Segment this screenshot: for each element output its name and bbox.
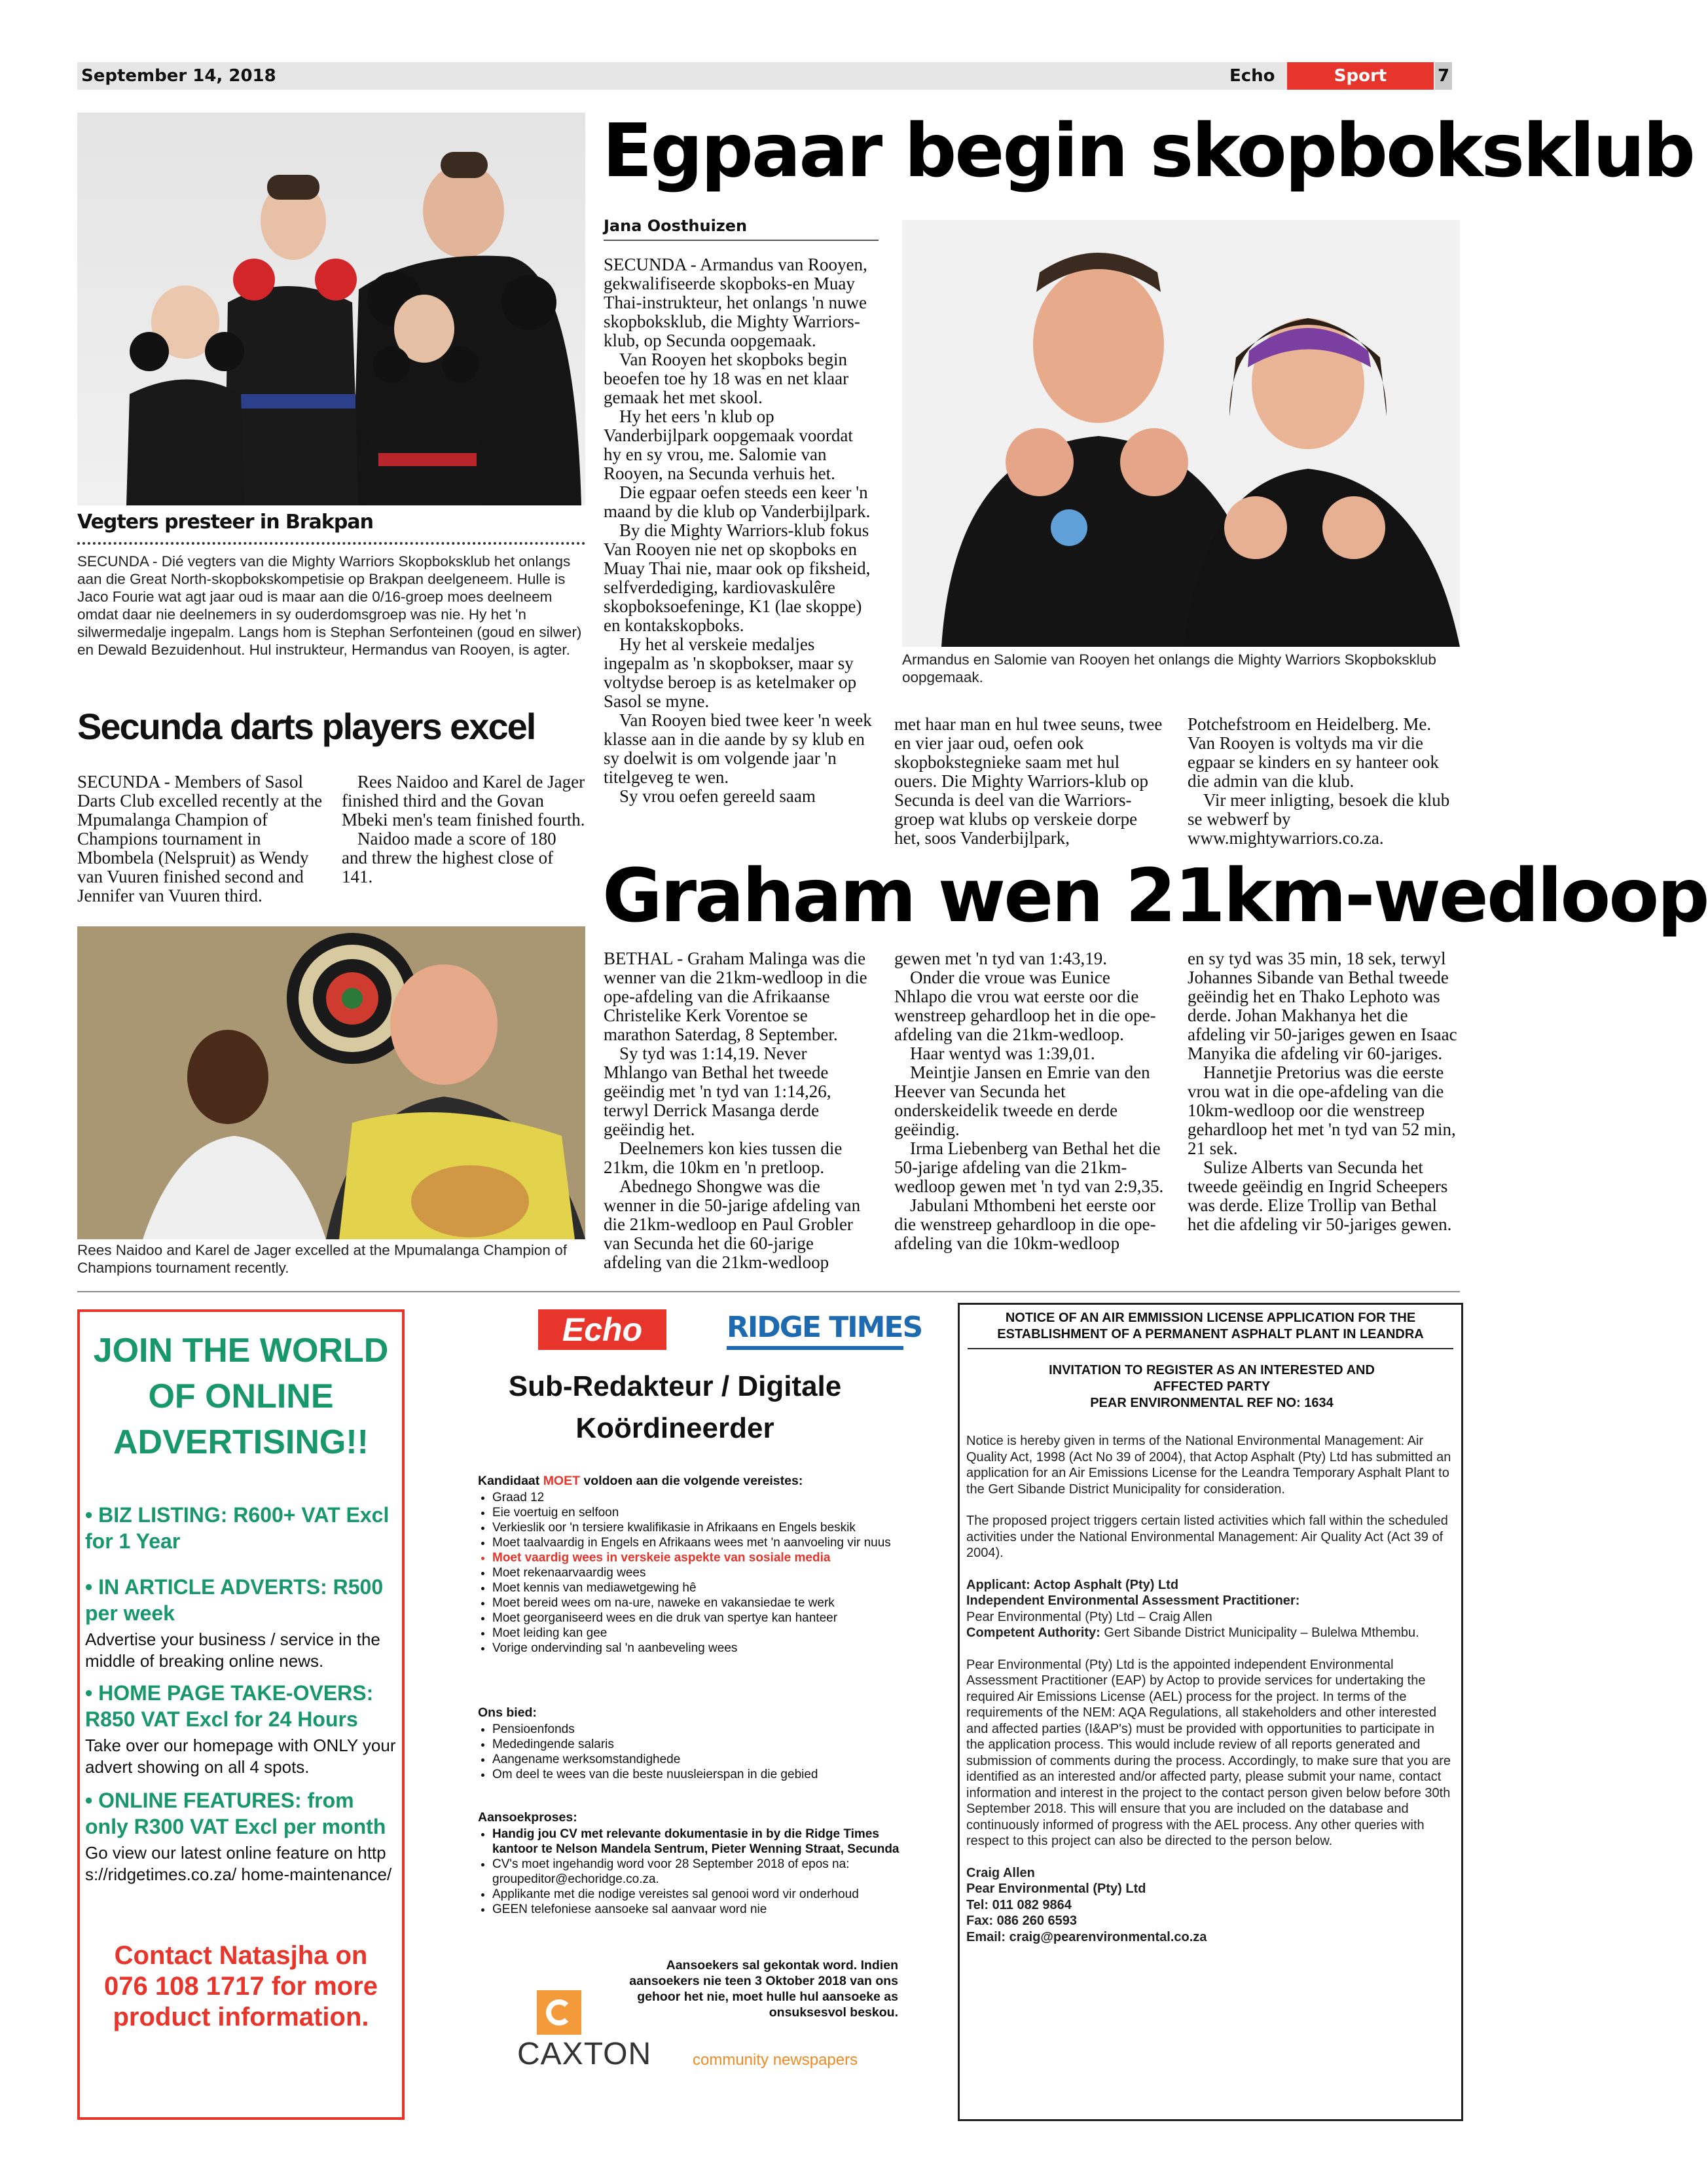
application-closing: Aansoekers sal gekontak word. Indien aansoekers nie teen 3 Oktober 2018 van ons gehoor het nie, moet hulle hul aansoeke as onsuksesvol beskou. <box>629 1958 898 2020</box>
issue-date: September 14, 2018 <box>81 66 276 86</box>
club-caption: Armandus en Salomie van Rooyen het onlangs die Mighty Warriors Skopboksklub oopgemaak. <box>902 651 1436 685</box>
graham-col-3 <box>1188 949 1459 1234</box>
ridge-times-logo-text: RIDGE TIMES <box>727 1311 922 1344</box>
club-paragraph: Van Rooyen bied twee keer 'n week klasse aan in die aande by sy klub en sy doelwit is om volgende jaar 'n titelgeveg te wen. <box>604 710 872 787</box>
process-item: • Applikante met die nodige vereistes sal genooi word vir onderhoud <box>492 1887 911 1902</box>
notice-paragraph: The proposed project triggers certain listed activities which fall within the scheduled activities under the National Environmental Management: Air Quality Act (Act 39 of 2004). <box>966 1514 1448 1560</box>
club-paragraph: Die egpaar oefen steeds een keer 'n maand by die klub op Vanderbijlpark. <box>604 482 871 521</box>
caxton-logo-text: CAXTON <box>517 2037 652 2071</box>
club-paragraph: met haar man en hul twee seuns, twee en vier jaar oud, oefen ook skopbokstegnieke saam met hul ouers. Die Mighty Warriors-klub op Secunda is deel van die Warriors-groep wat klubs op verskeie dorpe het, soos Vanderbijlpark, <box>894 714 1163 848</box>
graham-paragraph: Sy tyd was 1:14,19. Never Mhlango van Bethal het tweede geëindig met 'n tyd van 1:14,26, terwyl Derrick Masanga derde geëindig het. <box>604 1044 831 1139</box>
graham-paragraph: en sy tyd was 35 min, 18 sek, terwyl Johannes Sibande van Bethal tweede geëindig het en Thako Lephoto was derde. Johan Makhanya het die afdeling vir 50-jariges gewen en Isaac Manyika die afdeling vir 60-jariges. <box>1188 949 1457 1063</box>
online-ad-item-text: Advertise your business / service in the middle of breaking online news. <box>85 1629 380 1671</box>
echo-logo-text: Echo <box>562 1311 643 1348</box>
requirements-intro <box>478 1473 897 1489</box>
offer-heading: Ons bied: <box>478 1705 537 1720</box>
requirement-item: • Eie voertuig en selfoon <box>492 1505 911 1520</box>
online-ad-item-text: Take over our homepage with ONLY your advert showing on all 4 spots. <box>85 1736 396 1777</box>
job-title: Sub-Redakteur / Digitale Koördineerder <box>508 1370 842 1444</box>
requirements-intro-must: MOET <box>543 1474 581 1488</box>
process-item: • GEEN telefoniese aansoeke sal aanvaar word nie <box>492 1902 911 1917</box>
darts-paragraph: Rees Naidoo and Karel de Jager finished third and the Govan Mbeki men's team finished fourth. <box>342 772 585 829</box>
notice-title: NOTICE OF AN AIR EMMISSION LICENSE APPLICATION FOR THE ESTABLISHMENT OF A PERMANENT ASPHALT PLANT IN LEANDRA <box>968 1310 1453 1349</box>
graham-paragraph: Haar wentyd was 1:39,01. <box>910 1044 1095 1063</box>
darts-photo <box>77 926 585 1239</box>
darts-col-1 <box>77 773 329 905</box>
graham-paragraph: Abednego Shongwe was die wenner in die 50-jarige afdeling van die 21km-wedloop en Paul Grobler van Secunda het die 60-jarige afdeling van die 21km-wedloop <box>604 1176 861 1272</box>
online-ad-title: JOIN THE WORLD OF ONLINE ADVERTISING!! <box>93 1332 389 1461</box>
club-col-3 <box>1188 715 1459 848</box>
requirement-item: • Moet bereid wees om na-ure, naweke en vakansiedae te werk <box>492 1595 911 1610</box>
graham-col-1 <box>604 949 875 1272</box>
club-col-1 <box>604 255 873 806</box>
requirement-item: • Vorige ondervinding sal 'n aanbeveling wees <box>492 1641 911 1656</box>
notice-email: Email: craig@pearenvironmental.co.za <box>966 1929 1207 1944</box>
requirements-intro-c: voldoen aan die volgende vereistes: <box>580 1474 803 1488</box>
notice-paragraph: Notice is hereby given in terms of the National Environmental Management: Air Quality Act, 1998 (Act No 39 of 2004), that Actop Asphalt (Pty) Ltd has submitted an application for an Air Emissions License for the Leandra Temporary Asphalt Plant to the Gert Sibande District Municipality for consideration. <box>966 1434 1451 1497</box>
brakpan-body: SECUNDA - Dié vegters van die Mighty Warriors Skopboksklub het onlangs aan die Great North-skopbokskompetisie op Brakpan deelgeneem. Hulle is Jaco Fourie wat agt jaar oud is maar aan die 0/16-groep moes deelneem omdat daar nie deelnemers in sy ouderdomsgroep was nie. Hy het 'n silwermedalje ingepalm. Langs hom is Stephan Serfonteinen (goud en silwer) en Dewald Bezuidenhout. Hul instrukteur, Hermandus van Rooyen, is agter. <box>77 553 582 658</box>
caxton-logo-subtext: community newspapers <box>693 2051 858 2069</box>
club-paragraph: Sy vrou oefen gereeld saam <box>619 786 816 806</box>
requirement-item: • Moet taalvaardig in Engels en Afrikaans wees met 'n aanvoeling vir nuus <box>492 1535 911 1550</box>
process-item: • CV's moet ingehandig word voor 28 September 2018 of epos na: groupeditor@echoridge.co.za. <box>492 1857 911 1887</box>
graham-paragraph: Irma Liebenberg van Bethal het die 50-jarige afdeling van die 21km-wedloop gewen met 'n tyd van 2:9,35. <box>894 1138 1164 1196</box>
notice-reference: PEAR ENVIRONMENTAL REF NO: 1634 <box>1090 1396 1334 1410</box>
online-ad-contact: Contact Natasjha on 076 108 1717 for more product information. <box>103 1941 378 2031</box>
notice-authority-line <box>966 1625 1453 1641</box>
caxton-logo-icon <box>537 1990 581 2035</box>
darts-col-2 <box>342 773 585 886</box>
process-item: • Handig jou CV met relevante dokumentasie in by die Ridge Times kantoor te Nelson Mandela Sentrum, Pieter Wenning Straat, Secunda <box>492 1827 911 1857</box>
graham-headline: Graham wen 21km-wedloop <box>602 854 1708 939</box>
online-ad-item-heading: • BIZ LISTING: R600+ VAT Excl for 1 Year <box>85 1503 390 1553</box>
offer-item: • Om deel te wees van die beste nuusleierspan in die gebied <box>492 1767 911 1782</box>
notice-paragraph: Pear Environmental (Pty) Ltd is the appointed independent Environmental Assessment Practitioner (EAP) by Actop to provide services for undertaking the required Air Emissions License (AEL) process for the project. In terms of the requirements of the NEM: AQA Regulations, all stakeholders and other interested and affected parties (I&AP's) must be provided with opportunities to participate in the application process. This would include review of all reports generated and submission of comments during the process. Accordingly, to make sure that you are identified as an interested and/or affected party, please submit your name, contact information and interest in the project to the contact person given below before 30th September 2018. This will ensure that you are included on the database and continuously informed of progress with the AEL process. Any other queries with respect to this project can also be directed to the person below. <box>966 1657 1451 1848</box>
offer-item: • Aangename werksomstandighede <box>492 1752 911 1767</box>
requirements-list <box>463 1490 911 1656</box>
notice-contact-name: Craig Allen <box>966 1865 1035 1880</box>
online-ad-item-heading: • ONLINE FEATURES: from only R300 VAT Excl per month <box>85 1789 386 1838</box>
dotted-divider <box>77 542 585 545</box>
graham-paragraph: Meintjie Jansen en Emrie van den Heever van Secunda het onderskeidelik tweede en derde geëindig. <box>894 1063 1150 1139</box>
notice-fax: Fax: 086 260 6593 <box>966 1914 1078 1928</box>
darts-headline: Secunda darts players excel <box>77 706 536 747</box>
club-paragraph: Vir meer inligting, besoek die klub se webwerf by www.mightywarriors.co.za. <box>1188 790 1450 848</box>
ads-divider <box>77 1291 1460 1292</box>
byline: Jana Oosthuizen <box>604 216 879 241</box>
notice-contact-org: Pear Environmental (Pty) Ltd <box>966 1882 1146 1896</box>
offer-item: • Pensioenfonds <box>492 1722 911 1737</box>
couple-photo <box>902 220 1460 647</box>
paper-name: Echo <box>1229 66 1275 86</box>
graham-paragraph: Onder die vroue was Eunice Nhlapo die vrou wat eerste oor die wenstreep gehardloop het in die ope-afdeling van die 21km-wedloop. <box>894 968 1156 1044</box>
club-headline: Egpaar begin skopboksklub <box>602 109 1694 194</box>
brakpan-headline: Vegters presteer in Brakpan <box>77 511 373 534</box>
graham-paragraph: BETHAL - Graham Malinga was die wenner van die 21km-wedloop in die ope-afdeling van die Afrikaanse Christelike Kerk Vorentoe se marathon Saterdag, 8 September. <box>604 949 867 1044</box>
requirement-item: • Moet georganiseerd wees en die druk van spertye kan hanteer <box>492 1610 911 1626</box>
club-paragraph: Hy het eers 'n klub op Vanderbijlpark oopgemaak voordat hy en sy vrou, me. Salomie van Rooyen, na Secunda verhuis het. <box>604 407 853 483</box>
brakpan-headline-wrap <box>77 505 585 539</box>
darts-paragraph: Naidoo made a score of 180 and threw the highest close of 141. <box>342 829 556 886</box>
notice-invitation: INVITATION TO REGISTER AS AN INTERESTED AND AFFECTED PARTY <box>1049 1363 1375 1394</box>
darts-paragraph: SECUNDA - Members of Sasol Darts Club excelled recently at the Mpumalanga Champion of Champions tournament in Mbombela (Nelspruit) as Wendy van Vuuren finished second and Jennifer van Vuuren third. <box>77 772 323 905</box>
offer-item: • Mededingende salaris <box>492 1737 911 1752</box>
kickboxers-photo <box>77 113 585 505</box>
club-col-2 <box>894 715 1165 848</box>
echo-logo <box>538 1309 666 1350</box>
online-advertising-ad <box>77 1309 405 2120</box>
club-paragraph: Van Rooyen het skopboks begin beoefen toe hy 18 was en net klaar gemaak het met skool. <box>604 350 849 407</box>
club-paragraph: SECUNDA - Armandus van Rooyen, gekwalifiseerde skopboks-en Muay Thai-instrukteur, het onlangs 'n nuwe skopboksklub, die Mighty Warriors-klub, op Secunda oopgemaak. <box>604 255 867 350</box>
process-list <box>463 1827 911 1917</box>
ridge-times-logo <box>727 1309 922 1350</box>
process-heading: Aansoekproses: <box>478 1810 577 1825</box>
requirements-intro-a: Kandidaat <box>478 1474 543 1488</box>
notice-eap: Pear Environmental (Pty) Ltd – Craig Allen <box>966 1609 1212 1624</box>
job-advert <box>432 1309 922 2120</box>
online-ad-item-heading: • HOME PAGE TAKE-OVERS: R850 VAT Excl for 24 Hours <box>85 1681 374 1731</box>
offer-list <box>463 1722 911 1782</box>
requirement-item: • Graad 12 <box>492 1490 911 1505</box>
club-paragraph: Potchefstroom en Heidelberg. Me. Van Rooyen is voltyds ma vir die egpaar se kinders en sy hanteer ook die admin van die klub. <box>1188 714 1439 791</box>
notice-tel: Tel: 011 082 9864 <box>966 1897 1072 1912</box>
club-paragraph: Hy het al verskeie medaljes ingepalm as 'n skopbokser, maar sy voltydse beroep is as ketelmaker op Sasol se myne. <box>604 634 857 711</box>
notice-eap-heading: Independent Environmental Assessment Practitioner: <box>966 1593 1300 1608</box>
graham-col-2 <box>894 949 1165 1253</box>
section-label: Sport <box>1287 62 1434 90</box>
notice-applicant: Applicant: Actop Asphalt (Pty) Ltd <box>966 1577 1179 1592</box>
club-paragraph: By die Mighty Warriors-klub fokus Van Rooyen nie net op skopboks en Muay Thai nie, maar ook op fiksheid, selfverdediging, kardiovaskulêre skopboksoefeninge, K1 (lae skoppe) en kontakskopboks. <box>604 520 871 635</box>
darts-caption: Rees Naidoo and Karel de Jager excelled at the Mpumalanga Champion of Champions tournament recently. <box>77 1242 567 1276</box>
page-number: 7 <box>1437 66 1450 86</box>
requirement-item: • Moet leiding kan gee <box>492 1626 911 1641</box>
graham-paragraph: Deelnemers kon kies tussen die 21km, die 10km en 'n pretloop. <box>604 1138 843 1177</box>
notice-authority: Gert Sibande District Municipality – Bulelwa Mthembu. <box>1104 1626 1419 1640</box>
air-emission-notice <box>958 1303 1463 2121</box>
requirement-item: • Moet kennis van mediawetgewing hê <box>492 1580 911 1595</box>
requirement-item: • Verkieslik oor 'n tersiere kwalifikasie in Afrikaans en Engels beskik <box>492 1520 911 1535</box>
graham-paragraph: gewen met 'n tyd van 1:43,19. <box>894 949 1108 968</box>
graham-paragraph: Jabulani Mthombeni het eerste oor die wenstreep gehardloop in die ope-afdeling van die 10km-wedloop <box>894 1195 1156 1253</box>
online-ad-item-heading: • IN ARTICLE ADVERTS: R500 per week <box>85 1575 384 1625</box>
graham-paragraph: Sulize Alberts van Secunda het tweede geëindig en Ingrid Scheepers was derde. Elize Trollip van Bethal het die afdeling vir 50-jariges gewen. <box>1188 1157 1452 1234</box>
graham-paragraph: Hannetjie Pretorius was die eerste vrou wat in die ope-afdeling van die 10km-wedloop oor die wenstreep gehardloop het met 'n tyd van 52 min, 21 sek. <box>1188 1063 1456 1158</box>
requirement-item: • Moet rekenaarvaardig wees <box>492 1565 911 1580</box>
notice-authority-heading: Competent Authority: <box>966 1626 1100 1640</box>
requirement-item: • Moet vaardig wees in verskeie aspekte van sosiale media <box>492 1550 911 1565</box>
notice-body <box>966 1433 1453 1945</box>
online-ad-item-text: Go view our latest online feature on https://ridgetimes.co.za/ home-maintenance/ <box>85 1843 392 1884</box>
